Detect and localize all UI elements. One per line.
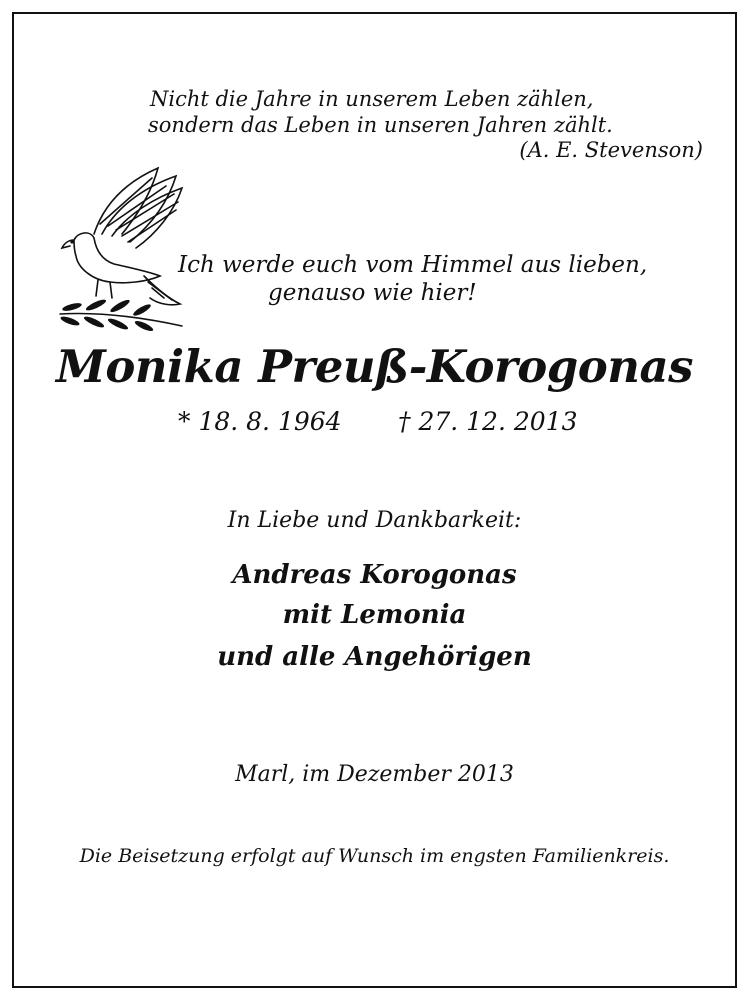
deceased-name: Monika Preuß-Korogonas — [56, 340, 693, 393]
quote-line-1: Nicht die Jahre in unserem Leben zählen, — [150, 87, 594, 111]
place-and-date: Marl, im Dezember 2013 — [235, 762, 514, 787]
burial-note: Die Beisetzung erfolgt auf Wunsch im engsten Familienkreis. — [79, 845, 670, 867]
subquote-line-2: genauso wie hier! — [268, 280, 477, 306]
mourner-name: mit Lemonia — [282, 600, 467, 630]
mourner-name: Andreas Korogonas — [232, 560, 517, 590]
mourner-name: und alle Angehörigen — [217, 642, 532, 672]
subquote-line-1: Ich werde euch vom Himmel aus lieben, — [178, 252, 648, 278]
death-date: † 27. 12. 2013 — [398, 407, 578, 436]
dove-with-olive-branch-icon — [56, 164, 186, 334]
birth-date: * 18. 8. 1964 — [178, 407, 342, 436]
quote-author: (A. E. Stevenson) — [519, 138, 703, 162]
quote-line-2: sondern das Leben in unseren Jahren zählt. — [148, 113, 613, 137]
mourners-intro: In Liebe und Dankbarkeit: — [227, 508, 522, 533]
